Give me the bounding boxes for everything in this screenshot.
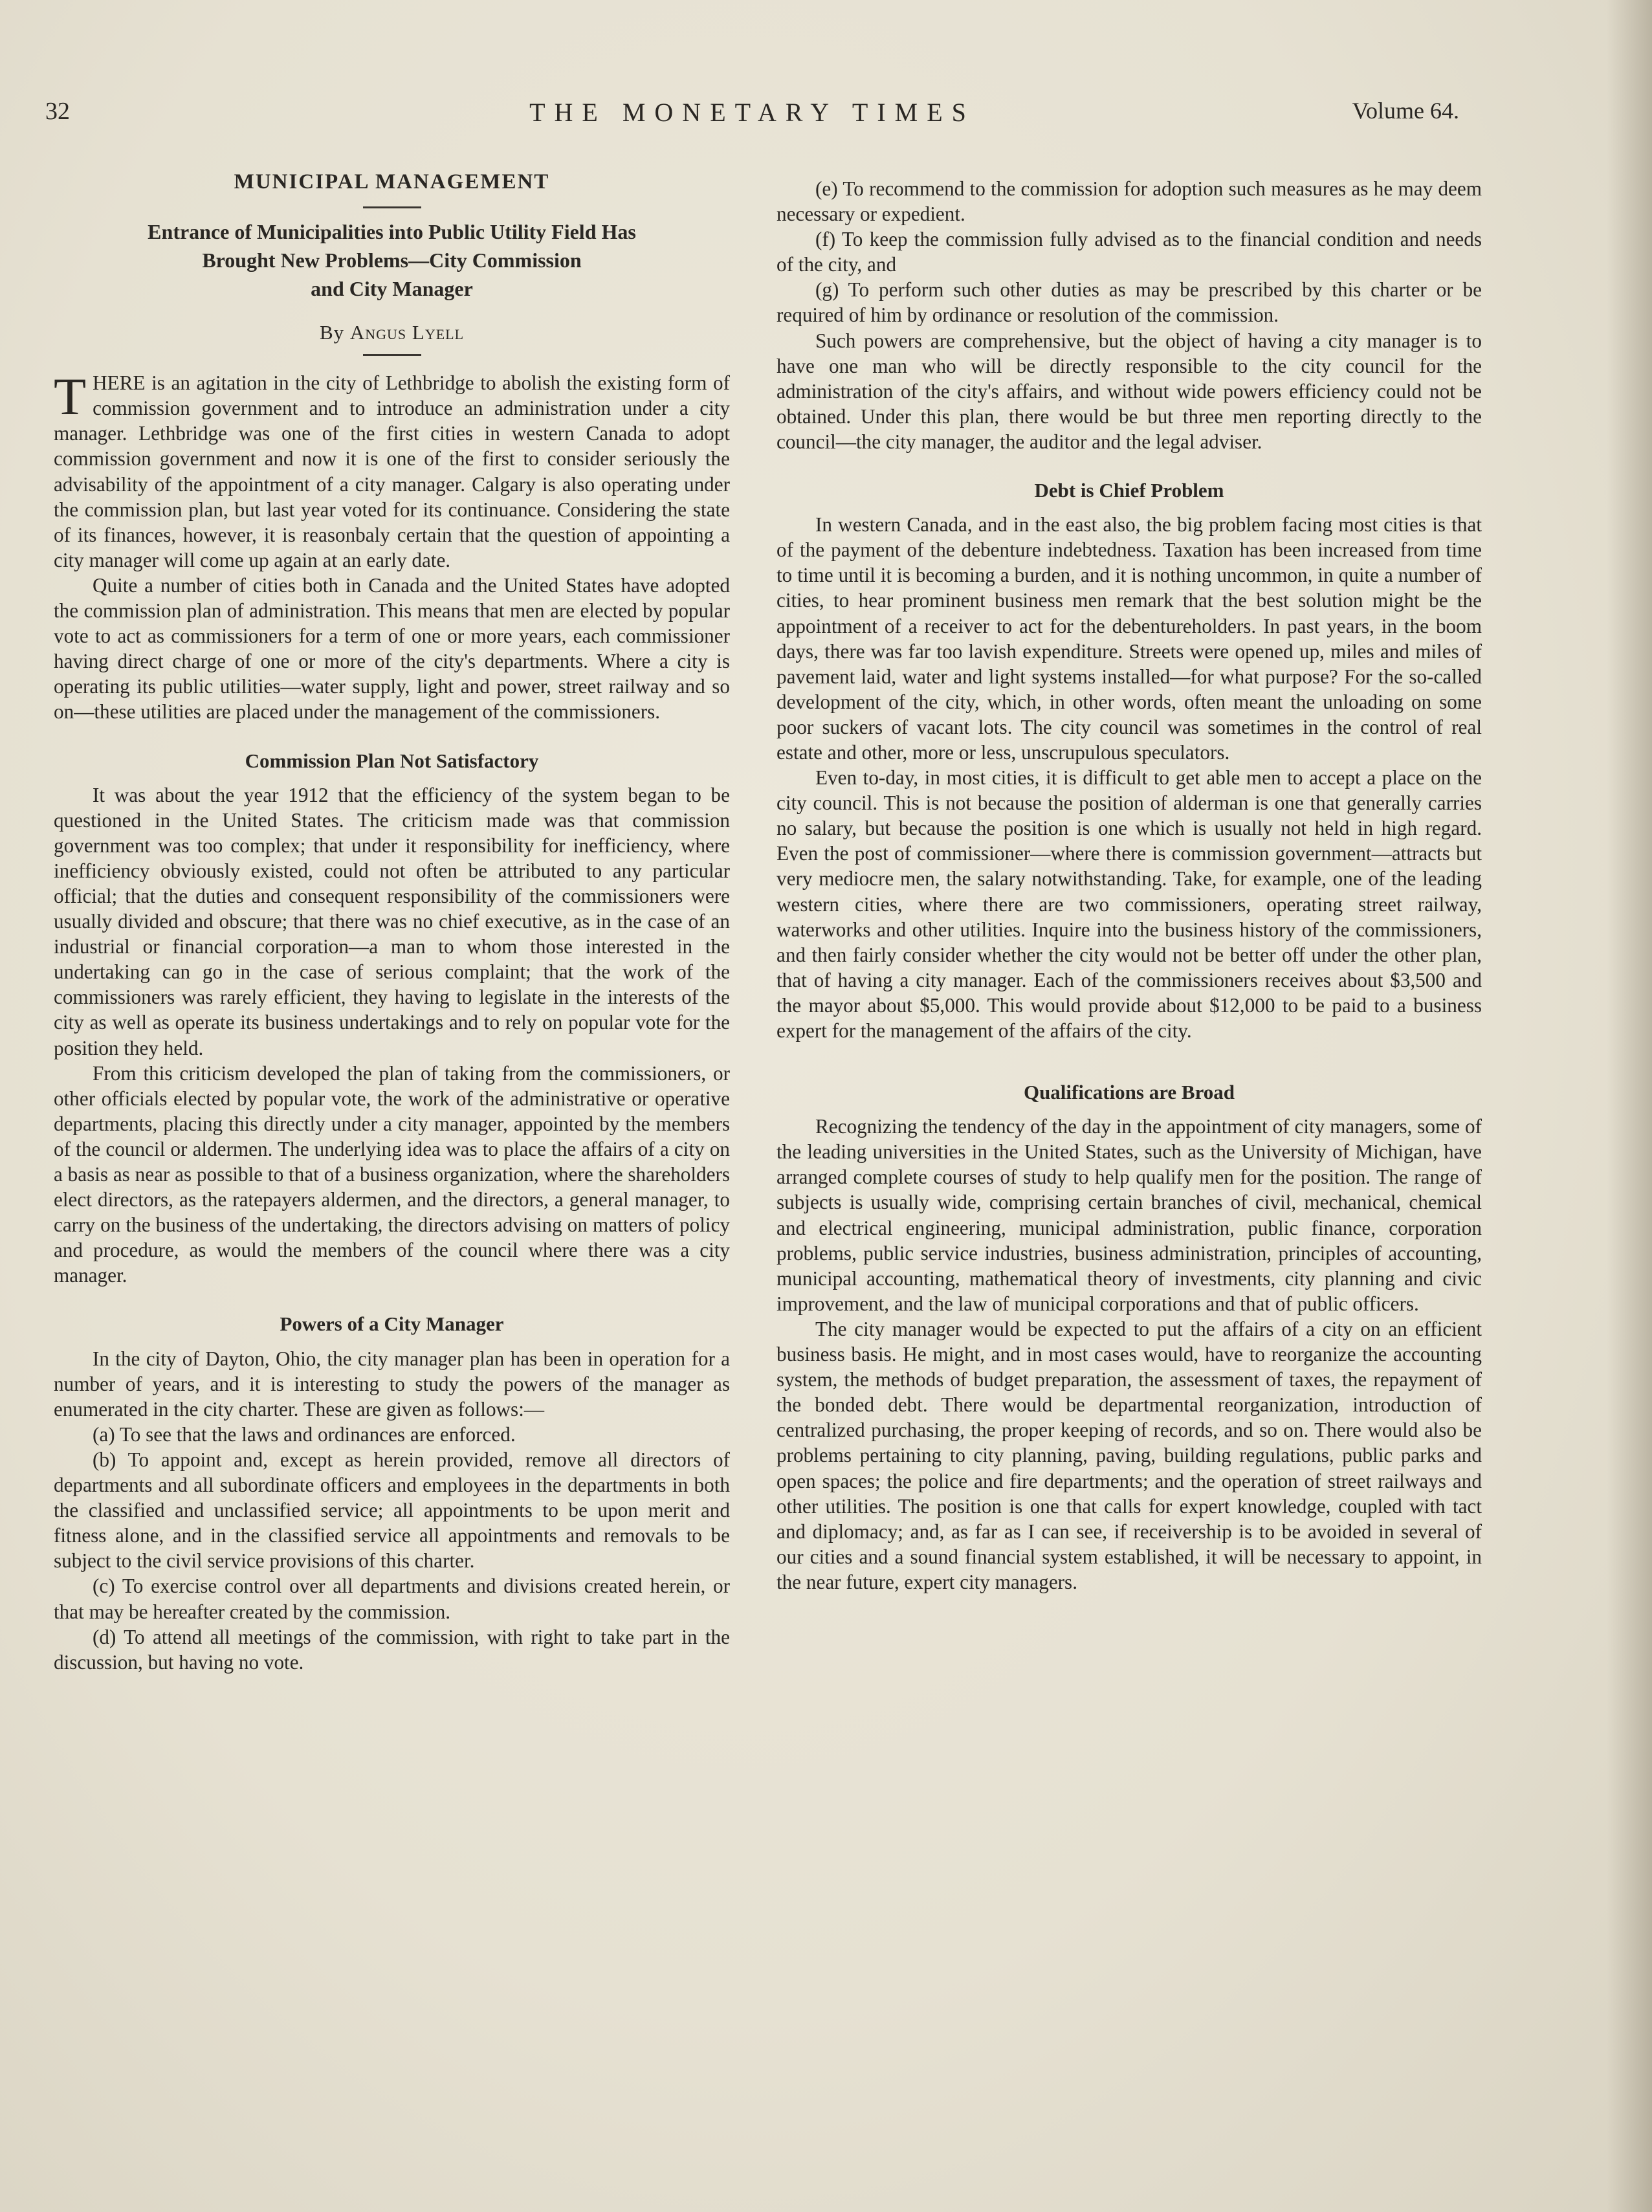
- list-item: (e) To recommend to the commission for adoption such measures as he may deem necessary or expedient.: [776, 177, 1482, 226]
- byline-author: Angus Lyell: [349, 321, 465, 344]
- byline-rule: [363, 354, 421, 356]
- paragraph: It was about the year 1912 that the efficiency of the system began to be questioned in the United States. The criticism made was that commission government was too complex; that under it responsibility for inefficiency, where inefficiency obviously existed, could not often be attributed to any particular official; that the duties and consequent responsibility of the commissioners were usually divided and obscure; that there was no chief executive, as in the case of an industrial or financial corporation—a man to whom those interested in the undertaking can go in the case of serious complaint; that the work of the commissioners was rarely efficient, they having to legislate in the interests of the city as well as operate its business undertakings and to rely on popular vote for the position they held.: [54, 783, 730, 1059]
- intro-text: HERE is an agitation in the city of Lethbridge to abolish the existing form of commission government and to introduce an administration under a city manager. Lethbridge was one of the first cities in western Canada to adopt commission government and now it is one of the first to consider seriously the advisability of the appointment of a city manager. Calgary is also operating under the commission plan, but last year voted for its continuance. Considering the state of its finances, however, it is reasonbaly certain that the question of appointing a city manager will come up again at an early date.: [54, 371, 730, 571]
- drop-cap: T: [54, 367, 87, 426]
- paragraph: The city manager would be expected to put the affairs of a city on an efficient business basis. He might, and in most cases would, have to reorganize the accounting system, the methods of budget preparation, the assessment of taxes, the repayment of the bonded debt. There would be departmental reorganization, introduction of centralized purchasing, the proper keeping of records, and so on. There would also be problems pertaining to city planning, paving, building regulations, public parks and open spaces; the police and fire departments; and the operation of street railways and other utilities. The position is one that calls for expert knowledge, coupled with tact and diplomacy; and, as far as I can see, if receivership is to be avoided in several of our cities and a sound financial system established, it will be necessary to appoint, in the near future, expert city managers.: [776, 1317, 1482, 1593]
- byline: [54, 320, 730, 345]
- list-item: (a) To see that the laws and ordinances are enforced.: [93, 1422, 516, 1446]
- paragraph: From this criticism developed the plan of taking from the commissioners, or other officials elected by popular vote, the work of the administrative or operative departments, placing this directly under a city manager, appointed by the members of the council or aldermen. The underlying idea was to place the affairs of a city on a basis as near as possible to that of a business organization, where the shareholders elect directors, as the ratepayers aldermen, and the directors, a general manager, to carry on the business of the undertaking, the directors advising on matters of policy and procedure, as would the members of the council where there was a city manager.: [54, 1061, 730, 1287]
- subtitle-line: Entrance of Municipalities into Public Utility Field Has: [148, 220, 636, 244]
- list-item: (b) To appoint and, except as herein provided, remove all directors of departments and all subordinate officers and employees in the departments in both the classified and unclassified service; all appointments to be upon merit and fitness alone, and in the classified service all appointments and removals to be subject to the civil service provisions of this charter.: [54, 1448, 730, 1573]
- intro-paragraph: [54, 367, 730, 573]
- section-heading-debt: Debt is Chief Problem: [1034, 479, 1224, 502]
- paragraph: Recognizing the tendency of the day in the appointment of city managers, some of the leading universities in the United States, such as the University of Michigan, have arranged complete courses of study to help qualify men for the position. The range of subjects is usually wide, comprising certain branches of civil, mechanical, chemical and electrical engineering, municipal administration, public finance, corporation problems, public service industries, business administration, principles of accounting, municipal accounting, mathematical theory of investments, city planning and civic improvement, and the law of municipal corporations and that of public officers.: [776, 1115, 1482, 1315]
- section-heading-commission: Commission Plan Not Satisfactory: [245, 749, 539, 772]
- paragraph: Such powers are comprehensive, but the object of having a city manager is to have one man who will be directly responsible to the city council for the administration of the city's affairs, and without wide powers efficiency could not be obtained. Under this plan, there would be but three men reporting directly to the council—the city manager, the auditor and the legal adviser.: [776, 329, 1482, 453]
- paragraph: Quite a number of cities both in Canada and the United States have adopted the commission plan of administration. This means that men are elected by popular vote to act as commissioners for a term of one or more years, each commissioner having direct charge of one or more of the city's departments. Where a city is operating its public utilities—water supply, light and power, street railway and so on—these utilities are placed under the management of the commissioners.: [54, 573, 730, 724]
- column-left: [54, 170, 730, 1675]
- list-item: (f) To keep the commission fully advised as to the financial condition and needs of the city, and: [776, 228, 1482, 276]
- article-subtitle: [54, 217, 730, 303]
- page-number: 32: [45, 98, 70, 125]
- page-header: [45, 97, 1459, 136]
- paragraph: Even to-day, in most cities, it is difficult to get able men to accept a place on the city council. This is not because the position of alderman is one that generally carries no salary, but because the position is one which is usually not held in high regard. Even the post of commissioner—where there is commission government—attracts but very mediocre men, the salary notwithstanding. Take, for example, one of the leading western cities, where there are two commissioners, operating street railway, waterworks and other utilities. Inquire into the business history of the commissioners, and then fairly consider whether the city would not be better off under the other plan, that of having a city manager. Each of the commissioners receives about $3,500 and the mayor about $5,000. This would provide about $12,000 to be paid to a business expert for the management of the affairs of the city.: [776, 766, 1482, 1042]
- list-item: (g) To perform such other duties as may be prescribed by this charter or be required of him by ordinance or resolution of the commission.: [776, 278, 1482, 327]
- byline-prefix: By: [319, 321, 345, 344]
- column-right: [776, 176, 1482, 1595]
- subtitle-line: Brought New Problems—City Commission: [202, 249, 582, 272]
- paragraph: In the city of Dayton, Ohio, the city manager plan has been in operation for a number of years, and it is interesting to study the powers of the manager as enumerated in the city charter. These are given as follows:—: [54, 1347, 730, 1421]
- paragraph: In western Canada, and in the east also, the big problem facing most cities is that of the payment of the debenture indebtedness. Taxation has been increased from time to time until it is becoming a burden, and it is nothing uncommon, in quite a number of cities, to hear prominent business men remark that the best solution might be the appointment of a receiver to act for the debentureholders. In past years, in the boom days, there was far too lavish expenditure. Streets were opened up, miles and miles of pavement laid, water and light systems installed—for what purpose? For the so-called development of the city, which, in other words, often meant the unloading on some poor suckers of vacant lots. The city council was sometimes in the control of real estate and other, more or less, unscrupulous speculators.: [776, 513, 1482, 764]
- title-rule: [363, 206, 421, 208]
- section-heading-powers: Powers of a City Manager: [280, 1312, 504, 1336]
- article-title: MUNICIPAL MANAGEMENT: [234, 170, 550, 194]
- section-heading-qualifications: Qualifications are Broad: [1023, 1081, 1235, 1104]
- volume-label: Volume 64.: [1352, 98, 1459, 124]
- subtitle-line: and City Manager: [311, 277, 473, 301]
- list-item: (c) To exercise control over all departments and divisions created herein, or that may be hereafter created by the commission.: [54, 1575, 730, 1623]
- list-item: (d) To attend all meetings of the commission, with right to take part in the discussion, but having no vote.: [54, 1625, 730, 1674]
- masthead: THE MONETARY TIMES: [529, 98, 975, 127]
